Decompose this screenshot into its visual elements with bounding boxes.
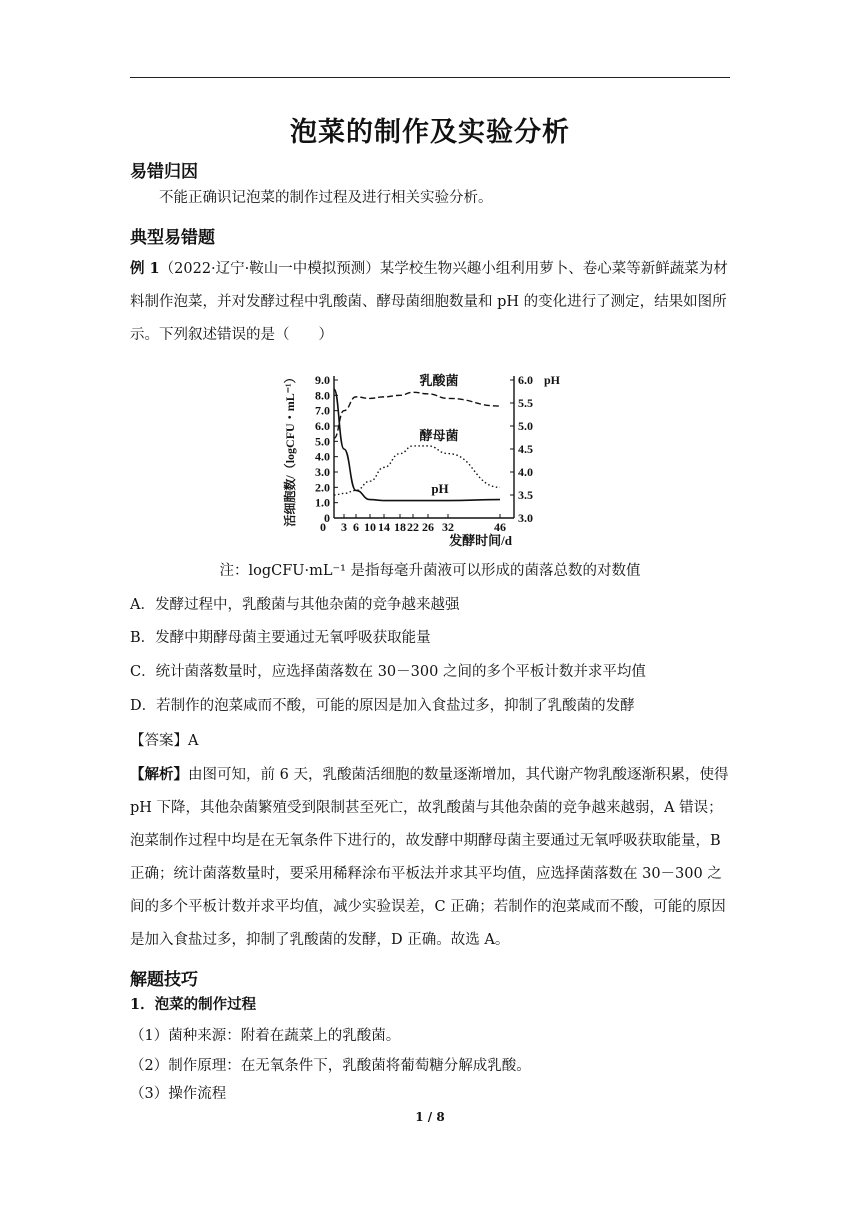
x-tick-label: 46 — [494, 520, 506, 534]
analysis-label: 【解析】 — [130, 766, 188, 783]
x-tick-label: 14 — [378, 520, 390, 534]
series-label: pH — [431, 481, 449, 496]
skill-line-3: （3）操作流程 — [130, 1086, 227, 1102]
series-line-pH — [334, 389, 500, 500]
option-d: D．若制作的泡菜咸而不酸，可能的原因是加入食盐过多，抑制了乳酸菌的发酵 — [130, 698, 635, 714]
y-tick-label: 3.0 — [315, 465, 330, 479]
cause-text: 不能正确识记泡菜的制作过程及进行相关实验分析。 — [159, 190, 493, 206]
series-line-酵母菌 — [334, 446, 500, 495]
fermentation-chart — [282, 360, 582, 552]
cause-heading: 易错归因 — [130, 162, 198, 182]
y-tick-label: 5.0 — [315, 434, 330, 449]
y-origin-label: 0 — [320, 520, 326, 534]
y2-tick-label: 3.0 — [518, 511, 533, 525]
y2-tick-label: 5.0 — [518, 419, 533, 433]
y-axis-label: 活细胞数/（logCFU・mL⁻¹） — [283, 371, 297, 527]
example-question — [130, 252, 730, 352]
y2-tick-label: 5.5 — [518, 396, 533, 410]
analysis — [130, 758, 730, 957]
x-tick-label: 10 — [364, 520, 376, 534]
x-tick-label: 26 — [422, 520, 434, 534]
y-tick-label: 4.0 — [315, 449, 330, 464]
series-label: 酵母菌 — [419, 428, 459, 443]
skills-heading: 解题技巧 — [130, 970, 198, 990]
analysis-text: 由图可知，前 6 天，乳酸菌活细胞的数量逐渐增加，其代谢产物乳酸逐渐积累，使得 pH 下降，其他杂菌繁殖受到限制甚至死亡，故乳酸菌与其他杂菌的竞争越来越弱，A 错误；泡菜制作过程中均是在无氧条件下进行的，故发酵中期酵母菌主要通过无氧呼吸获取能量，B 正确；统计菌落数量时，要采用稀释涂布平板法并求其平均值，应选择菌落数在 30－300 之间的多个平板计数并求平均值，减少实验误差，C 正确；若制作的泡菜咸而不酸，可能的原因是加入食盐过多，抑制了乳酸菌的发酵，D 正确。故选 A。 — [130, 767, 729, 948]
x-tick-label: 22 — [407, 520, 419, 534]
x-tick-label: 3 — [341, 520, 347, 534]
y-tick-label: 0 — [324, 511, 330, 525]
y2-tick-label: 4.5 — [518, 442, 533, 456]
x-tick-label: 32 — [442, 520, 454, 534]
answer: 【答案】A — [130, 733, 199, 749]
y2-tick-label: 6.0 — [518, 373, 533, 387]
example-label: 例 1 — [130, 260, 160, 277]
y-tick-label: 7.0 — [315, 403, 330, 418]
skill-line-2: （2）制作原理：在无氧条件下，乳酸菌将葡萄糖分解成乳酸。 — [130, 1058, 531, 1074]
page-number: 1 / 8 — [415, 1110, 445, 1124]
example-text: （2022·辽宁·鞍山一中模拟预测）某学校生物兴趣小组利用萝卜、卷心菜等新鲜蔬菜为材料制作泡菜，并对发酵过程中乳酸菌、酵母菌细胞数量和 pH 的变化进行了测定，结果如图所示。下列叙述错误的是（ ） — [130, 261, 728, 343]
y-tick-label: 6.0 — [315, 419, 330, 433]
y2-tick-label: 4.0 — [518, 465, 533, 479]
series-label: 乳酸菌 — [419, 373, 459, 388]
x-axis-label: 发酵时间/d — [449, 533, 512, 548]
option-b: B．发酵中期酵母菌主要通过无氧呼吸获取能量 — [130, 630, 431, 646]
x-tick-label: 18 — [394, 520, 406, 534]
option-c: C．统计菌落数量时，应选择菌落数在 30－300 之间的多个平板计数并求平均值 — [130, 664, 646, 680]
series-line-乳酸菌 — [334, 392, 500, 438]
typical-heading: 典型易错题 — [130, 228, 215, 248]
y2-axis-label: pH — [544, 373, 561, 387]
y-tick-label: 9.0 — [315, 373, 330, 387]
skill-line-1: （1）菌种来源：附着在蔬菜上的乳酸菌。 — [130, 1028, 401, 1044]
chart-note: 注：logCFU·mL⁻¹ 是指每毫升菌液可以形成的菌落总数的对数值 — [219, 563, 641, 579]
y-tick-label: 8.0 — [315, 388, 330, 403]
option-a: A．发酵过程中，乳酸菌与其他杂菌的竞争越来越强 — [130, 597, 460, 613]
y-tick-label: 2.0 — [315, 480, 330, 495]
y2-tick-label: 3.5 — [518, 488, 533, 502]
y-tick-label: 1.0 — [315, 495, 330, 510]
header-rule — [130, 77, 730, 78]
skill-item1-heading: 1．泡菜的制作过程 — [130, 996, 257, 1013]
page-title: 泡菜的制作及实验分析 — [290, 117, 570, 148]
x-tick-label: 6 — [353, 520, 359, 534]
